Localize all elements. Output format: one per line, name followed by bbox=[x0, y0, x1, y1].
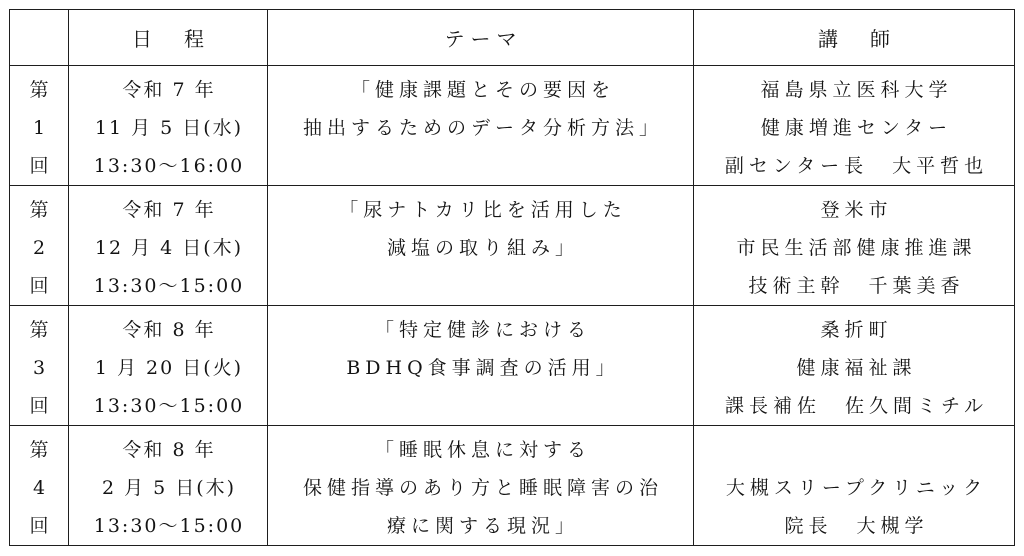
session-row bbox=[10, 426, 1015, 546]
theme-cell bbox=[268, 186, 694, 306]
header-lecturer: 講 師 bbox=[694, 10, 1015, 66]
lecturer-line: 市民生活部健康推進課 bbox=[736, 237, 977, 259]
lecturer-line: 福島県立医科大学 bbox=[760, 79, 953, 101]
session-number-char: 回 bbox=[29, 395, 49, 417]
lecturer-line bbox=[694, 431, 1014, 469]
date-day-line: 12 月 4 日(木) bbox=[94, 237, 244, 259]
theme-cell bbox=[268, 66, 694, 186]
date-era-line: 令和 8 年 bbox=[122, 319, 216, 341]
header-number bbox=[10, 10, 69, 66]
session-number-char: 回 bbox=[29, 515, 49, 537]
theme-cell bbox=[268, 306, 694, 426]
theme-line: 療に関する現況」 bbox=[386, 515, 579, 537]
theme-line: 「尿ナトカリ比を活用した bbox=[339, 199, 627, 221]
date-cell bbox=[69, 306, 268, 426]
session-number-cell bbox=[10, 306, 69, 426]
date-day-line: 11 月 5 日(水) bbox=[94, 117, 244, 139]
session-row bbox=[10, 306, 1015, 426]
theme-line: 「睡眠休息に対する bbox=[374, 439, 591, 461]
date-era-line: 令和 8 年 bbox=[122, 439, 216, 461]
theme-line bbox=[268, 267, 693, 305]
header-theme: テーマ bbox=[268, 10, 694, 66]
theme-line: BDHQ食事調査の活用」 bbox=[346, 357, 620, 379]
date-time-line: 13:30～15:00 bbox=[93, 515, 245, 537]
session-number-char: 第 bbox=[29, 439, 49, 461]
schedule-table bbox=[9, 9, 1015, 546]
theme-cell bbox=[268, 426, 694, 546]
lecturer-cell bbox=[694, 426, 1015, 546]
date-time-line: 13:30～15:00 bbox=[93, 395, 245, 417]
session-number-char: 2 bbox=[32, 237, 46, 259]
lecturer-line: 健康増進センター bbox=[760, 117, 953, 139]
session-number-cell bbox=[10, 186, 69, 306]
session-number-char: 1 bbox=[32, 117, 46, 139]
header-row bbox=[10, 10, 1015, 66]
lecturer-line: 院長 大槻学 bbox=[784, 515, 929, 537]
lecturer-cell bbox=[694, 306, 1015, 426]
session-number-char: 回 bbox=[29, 155, 49, 177]
session-number-char: 第 bbox=[29, 199, 49, 221]
date-day-line: 1 月 20 日(火) bbox=[94, 357, 244, 379]
date-era-line: 令和 7 年 bbox=[122, 199, 216, 221]
lecturer-line: 副センター長 大平哲也 bbox=[724, 155, 989, 177]
date-cell bbox=[69, 66, 268, 186]
lecturer-line: 桑折町 bbox=[820, 319, 893, 341]
lecturer-cell bbox=[694, 66, 1015, 186]
date-cell bbox=[69, 426, 268, 546]
lecturer-line: 登米市 bbox=[820, 199, 893, 221]
theme-line: 減塩の取り組み」 bbox=[386, 237, 579, 259]
lecturer-line: 技術主幹 千葉美香 bbox=[748, 275, 965, 297]
session-number-char: 第 bbox=[29, 319, 49, 341]
date-time-line: 13:30～16:00 bbox=[93, 155, 245, 177]
lecturer-line: 課長補佐 佐久間ミチル bbox=[724, 395, 989, 417]
session-row bbox=[10, 66, 1015, 186]
theme-line: 「健康課題とその要因を bbox=[350, 79, 615, 101]
lecturer-line: 健康福祉課 bbox=[796, 357, 917, 379]
session-number-char: 4 bbox=[32, 477, 46, 499]
date-time-line: 13:30～15:00 bbox=[93, 275, 245, 297]
theme-line bbox=[268, 387, 693, 425]
theme-line: 保健指導のあり方と睡眠障害の治 bbox=[302, 477, 663, 499]
session-number-cell bbox=[10, 426, 69, 546]
session-number-cell bbox=[10, 66, 69, 186]
session-row bbox=[10, 186, 1015, 306]
lecturer-line: 大槻スリープクリニック bbox=[725, 477, 988, 499]
session-number-char: 第 bbox=[29, 79, 49, 101]
theme-line: 「特定健診における bbox=[374, 319, 591, 341]
session-number-char: 3 bbox=[32, 357, 46, 379]
theme-line: 抽出するためのデータ分析方法」 bbox=[302, 117, 663, 139]
lecturer-cell bbox=[694, 186, 1015, 306]
theme-line bbox=[268, 147, 693, 185]
schedule-sheet bbox=[9, 9, 1014, 546]
date-day-line: 2 月 5 日(木) bbox=[101, 477, 237, 499]
date-era-line: 令和 7 年 bbox=[122, 79, 216, 101]
header-date: 日 程 bbox=[69, 10, 268, 66]
session-number-char: 回 bbox=[29, 275, 49, 297]
date-cell bbox=[69, 186, 268, 306]
